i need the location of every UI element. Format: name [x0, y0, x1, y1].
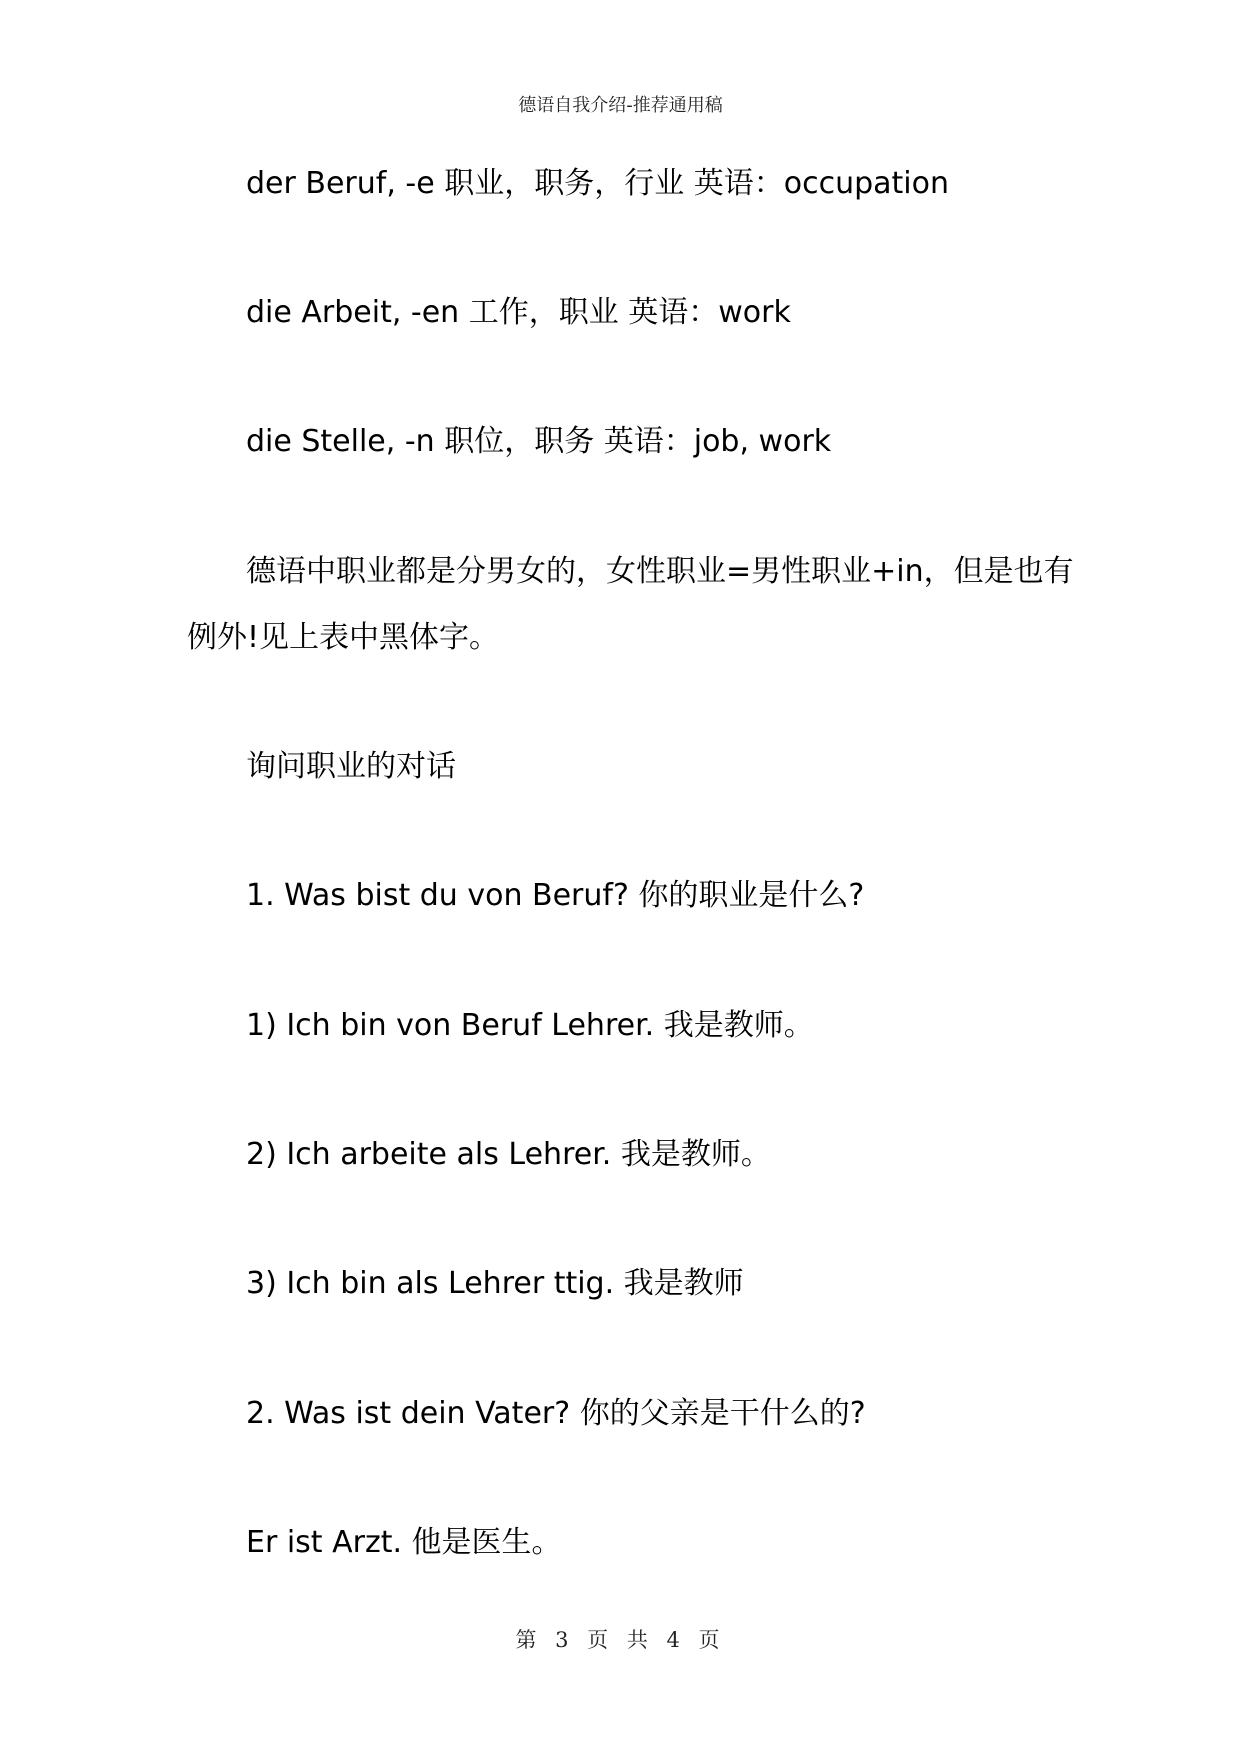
dialogue-question-2: 2. Was ist dein Vater? 你的父亲是干什么的?	[246, 1396, 866, 1431]
dialogue-answer-1-2: 2) Ich arbeite als Lehrer. 我是教师。	[246, 1137, 771, 1172]
page-header: 德语自我介绍-推荐通用稿	[518, 95, 723, 116]
dialogue-answer-2: Er ist Arzt. 他是医生。	[246, 1525, 562, 1560]
page-number-footer: 第 3 页 共 4 页	[515, 1628, 726, 1652]
dialogue-answer-1-3: 3) Ich bin als Lehrer ttig. 我是教师	[246, 1266, 744, 1301]
paragraph-gender-note-continued: 例外!见上表中黑体字。	[187, 620, 500, 655]
dialogue-question-1: 1. Was bist du von Beruf? 你的职业是什么?	[246, 878, 865, 913]
paragraph-gender-note: 德语中职业都是分男女的，女性职业=男性职业+in，但是也有	[246, 554, 1074, 589]
vocab-line-beruf: der Beruf, -e 职业，职务，行业 英语：occupation	[246, 166, 949, 201]
vocab-line-arbeit: die Arbeit, -en 工作，职业 英语：work	[246, 295, 791, 330]
vocab-line-stelle: die Stelle, -n 职位，职务 英语：job, work	[246, 424, 832, 459]
dialogue-answer-1-1: 1) Ich bin von Beruf Lehrer. 我是教师。	[246, 1008, 814, 1043]
section-heading-dialogue: 询问职业的对话	[246, 749, 456, 784]
